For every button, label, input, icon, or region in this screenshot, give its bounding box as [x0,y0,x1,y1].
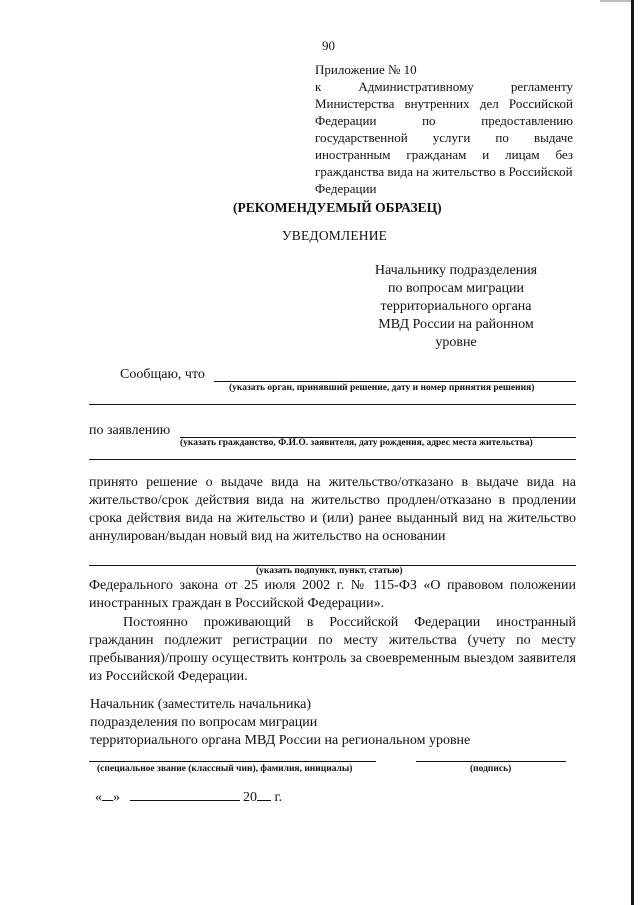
application-fill-line-2 [89,459,576,460]
appendix-line [315,95,573,112]
appendix-line: гражданства вида на жительство в Российской [315,164,573,179]
appendix-word: по [422,113,436,128]
appendix-line [315,78,573,95]
date-close-quote: » [113,790,120,805]
signer-line: территориального органа МВД России на региональном уровне [90,733,471,748]
appendix-word: Министерства [315,96,395,111]
date-open-quote: « [95,790,102,805]
notice-title: УВЕДОМЛЕНИЕ [282,228,388,243]
date-century: 20 [243,790,257,805]
addressee-line: по вопросам миграции [387,281,525,296]
appendix-line: Федерации [315,181,377,196]
appendix-word: государственной [315,130,408,145]
appendix-word: лицам [505,147,540,162]
addressee-block [356,262,556,352]
appendix-number: Приложение № 10 [315,62,417,77]
month-blank [130,790,240,801]
appendix-word: дел [479,96,499,111]
appendix-line [315,112,573,129]
appendix-word: Административному [358,79,474,94]
appendix-word: регламенту [510,79,573,94]
appendix-header [315,61,573,197]
decision-paragraph: принято решение о выдаче вида на жительство/отказано в выдаче вида на жительство/срок действия вида на жительство продлен/отказано в продлении срока действия вида на жительство и (или) ранее выданный вид на жительство аннулирован/выдан новый вид на жительство на основании [89,475,576,544]
date-field [95,790,282,806]
addressee-line: Начальнику подразделения [374,263,538,278]
date-year-suffix: г. [274,790,283,805]
signature-fill-line [416,761,566,762]
appendix-word: выдаче [533,130,573,145]
page-number: 90 [322,38,335,53]
report-hint: (указать орган, принявший решение, дату и номер принятия решения) [229,383,535,393]
addressee-line: территориального органа [380,299,532,314]
appendix-word: услуги [432,130,471,145]
appendix-word: Федерации [315,113,377,128]
report-label: Сообщаю, что [120,367,205,382]
scan-shadow [600,0,631,2]
addressee-line: уровне [435,335,477,350]
appendix-word: Российской [508,96,573,111]
appendix-word: без [555,147,573,162]
rank-name-fill-line [89,761,376,762]
basis-hint: (указать подпункт, пункт, статью) [256,566,403,576]
appendix-line [315,129,573,146]
rank-name-hint: (специальное звание (классный чин), фамилия, инициалы) [97,764,353,774]
signer-line: Начальник (заместитель начальника) [90,697,311,712]
application-hint: (указать гражданство, Ф.И.О. заявителя, дату рождения, адрес места жительства) [180,438,533,448]
appendix-word: по [495,130,509,145]
recommended-sample-heading: (РЕКОМЕНДУЕМЫЙ ОБРАЗЕЦ) [233,200,442,215]
registration-paragraph: Постоянно проживающий в Российской Федерации иностранный гражданин подлежит регистрации по месту жительства (учету по месту пребывания)/прошу осуществить контроль за своевременным выездом заявителя из Российской Федерации. [89,615,576,684]
year-blank [257,790,271,801]
addressee-line: МВД России на районном [378,317,534,332]
signer-line: подразделения по вопросам миграции [90,715,318,730]
appendix-word: внутренних [404,96,470,111]
signature-hint: (подпись) [470,764,512,774]
report-fill-line [214,381,576,382]
appendix-line [315,146,573,163]
appendix-word: к [315,79,322,94]
appendix-word: и [482,147,490,162]
application-label: по заявлению [89,423,171,438]
appendix-word: гражданам [406,147,467,162]
appendix-word: предоставлению [481,113,573,128]
appendix-word: иностранным [315,147,391,162]
scan-edge [631,0,634,905]
signer-block [90,696,470,750]
day-blank [102,790,113,801]
law-paragraph: Федерального закона от 25 июля 2002 г. № 115-ФЗ «О правовом положении иностранных граждан в Российской Федерации». [89,578,576,611]
report-fill-line-2 [89,404,576,405]
